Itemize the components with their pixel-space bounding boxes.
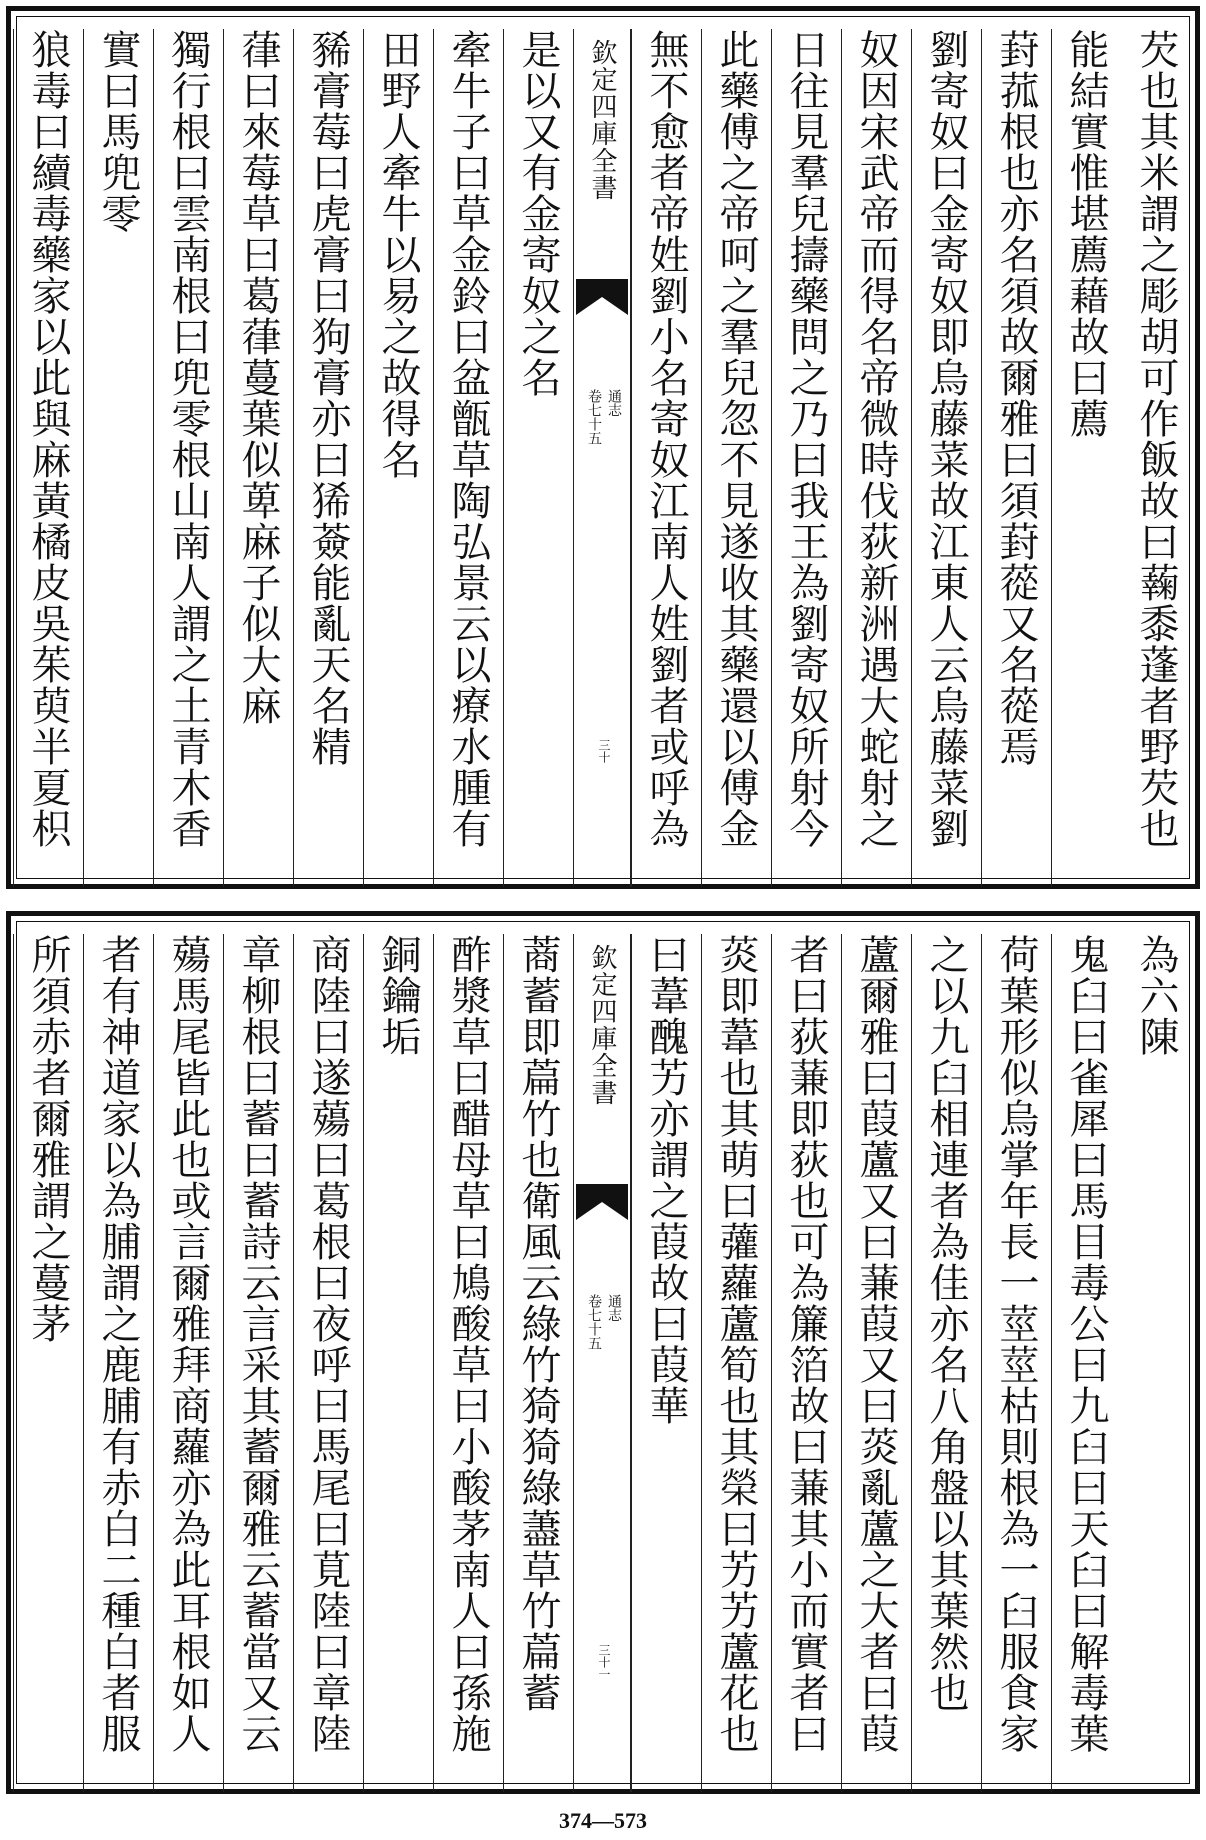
book-and-volume xyxy=(580,389,624,445)
page-inner-border xyxy=(16,16,1190,879)
text-column: 商陸曰遂薚曰葛根曰夜呼曰馬尾曰莧陸曰章陸 xyxy=(293,934,363,1792)
text-column: 是以又有金寄奴之名 xyxy=(503,29,573,887)
text-column: 此藥傅之帝呵之羣兒忽不見遂收其藥還以傅金 xyxy=(701,29,771,887)
text-column: 能結實惟堪薦藉故曰薦 xyxy=(1051,29,1121,887)
lower-page xyxy=(0,905,1206,1800)
text-column: 所須赤者爾雅謂之蔓茅 xyxy=(13,934,83,1792)
book-and-volume xyxy=(580,1294,624,1350)
text-column: 為六陳 xyxy=(1133,934,1179,1057)
leaf-number: 三十 xyxy=(597,739,611,763)
fishtail-mark-icon xyxy=(574,279,630,319)
text-column: 劉寄奴曰金寄奴即烏藤菜故江東人云烏藤菜劉 xyxy=(911,29,981,887)
book-name: 通志 xyxy=(606,389,622,417)
text-column: 田野人牽牛以易之故得名 xyxy=(363,29,433,887)
collection-title: 欽定四庫全書 xyxy=(587,944,617,1106)
page-border xyxy=(6,911,1200,1794)
volume-number: 卷七十五 xyxy=(586,1294,602,1350)
text-column: 日往見羣兒擣藥問之乃曰我王為劉寄奴所射今 xyxy=(771,29,841,887)
center-fold-column xyxy=(573,934,631,1792)
text-column: 之以九臼相連者為佳亦名八角盤以其葉然也 xyxy=(911,934,981,1792)
text-column: 薚馬尾皆此也或言爾雅拜商蘿亦為此耳根如人 xyxy=(153,934,223,1792)
text-column: 銅鑰垢 xyxy=(363,934,433,1792)
upper-page xyxy=(0,0,1206,895)
book-name: 通志 xyxy=(606,1294,622,1322)
text-column: 曰葦醜艻亦謂之葭故曰葭華 xyxy=(631,934,701,1792)
page-border xyxy=(6,6,1200,889)
text-column: 豨膏莓曰虎膏曰狗膏亦曰狶薟能亂天名精 xyxy=(293,29,363,887)
text-column: 者有神道家以為脯謂之鹿脯有赤白二種白者服 xyxy=(83,934,153,1792)
text-column: 蔏蓄即萹竹也衛風云綠竹猗猗綠藎草竹萹蓄 xyxy=(503,934,573,1792)
fishtail-mark-icon xyxy=(574,1184,630,1224)
leaf-number: 三十一 xyxy=(597,1644,611,1680)
text-column: 葎曰來莓草曰葛葎蔓葉似萆麻子似大麻 xyxy=(223,29,293,887)
text-column: 蘆爾雅曰葭蘆又曰蒹葭又曰菼亂蘆之大者曰葭 xyxy=(841,934,911,1792)
text-column: 荷葉形似烏掌年長一莖莖枯則根為一臼服食家 xyxy=(981,934,1051,1792)
text-column: 牽牛子曰草金鈴曰盆甑草陶弘景云以療水腫有 xyxy=(433,29,503,887)
text-column: 奴因宋武帝而得名帝微時伐荻新洲遇大蛇射之 xyxy=(841,29,911,887)
page-number: 374—573 xyxy=(559,1808,647,1833)
volume-number: 卷七十五 xyxy=(586,389,602,445)
center-fold-column xyxy=(573,29,631,887)
text-column: 鬼臼曰雀犀曰馬目毒公曰九臼曰天臼曰解毒葉 xyxy=(1051,934,1121,1792)
text-column: 狼毒曰續毒藥家以此與麻黃橘皮吳茱萸半夏枳 xyxy=(13,29,83,887)
text-column: 菼即葦也其萌曰虇蘿蘆筍也其榮曰艻艻蘆花也 xyxy=(701,934,771,1792)
text-column: 芡也其米謂之彫胡可作飯故曰䕮黍蓬者野芡也 xyxy=(1133,29,1179,849)
text-column: 實曰馬兜零 xyxy=(83,29,153,887)
text-column: 酢漿草曰醋母草曰鳩酸草曰小酸茅南人曰孫施 xyxy=(433,934,503,1792)
text-column: 者曰荻蒹即荻也可為簾箔故曰蒹其小而實者曰 xyxy=(771,934,841,1792)
text-column: 葑菰根也亦名須故爾雅曰須葑蓯又名蓯焉 xyxy=(981,29,1051,887)
text-column: 章柳根曰蓄曰蓄詩云言采其蓄爾雅云蓄當又云 xyxy=(223,934,293,1792)
text-column: 獨行根曰雲南根曰兜零根山南人謂之土青木香 xyxy=(153,29,223,887)
text-column: 無不愈者帝姓劉小名寄奴江南人姓劉者或呼為 xyxy=(631,29,701,887)
collection-title: 欽定四庫全書 xyxy=(587,39,617,201)
page-inner-border xyxy=(16,921,1190,1784)
